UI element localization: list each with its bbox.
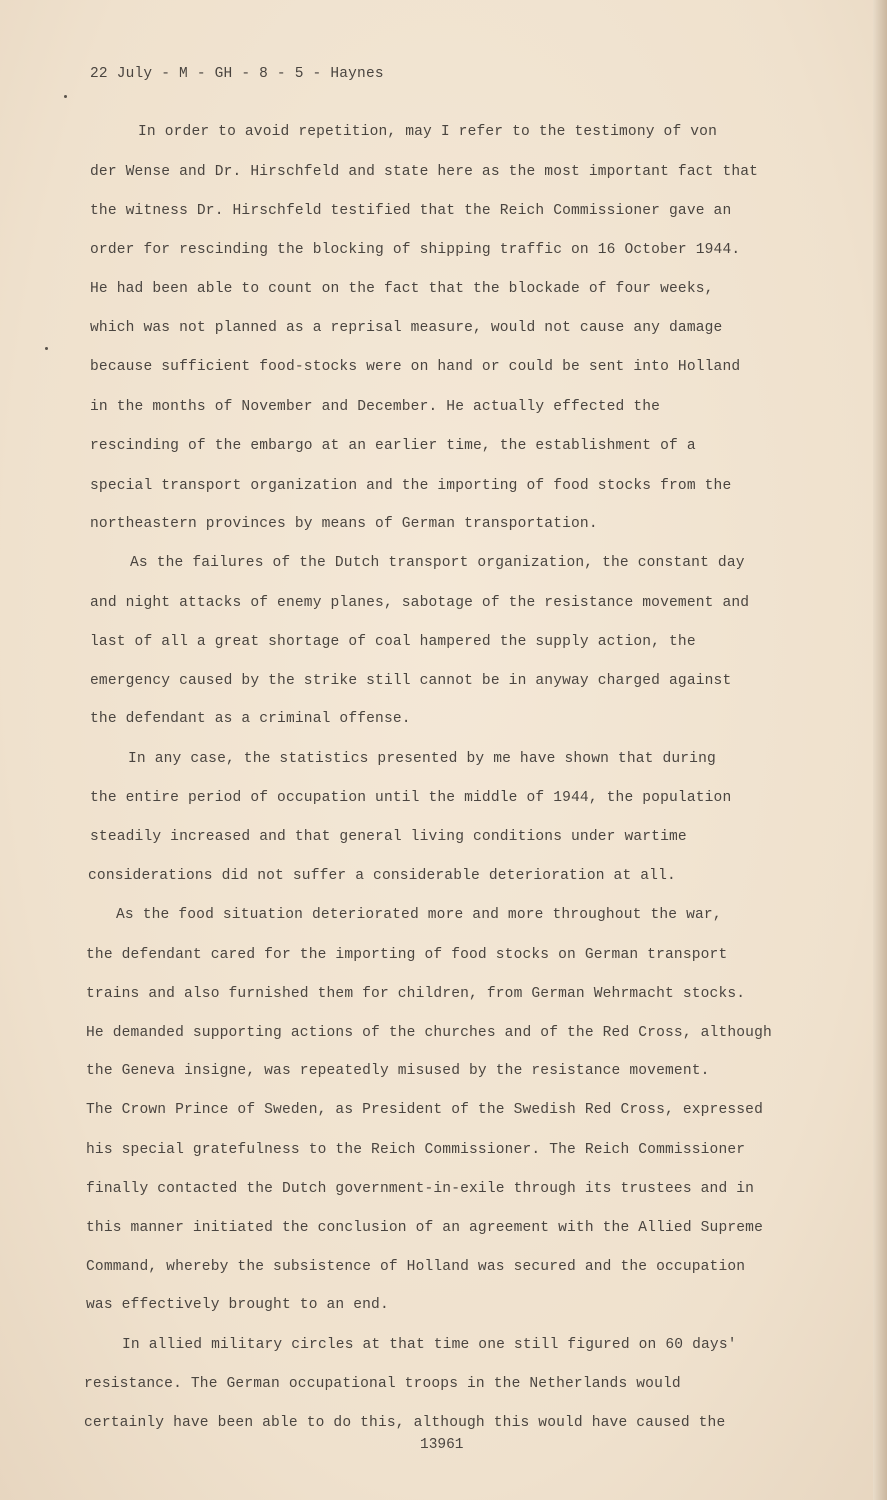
text-line: the defendant as a criminal offense. (90, 711, 411, 727)
page-header: 22 July - M - GH - 8 - 5 - Haynes (90, 66, 384, 82)
margin-dot (64, 95, 67, 98)
text-line: As the food situation deteriorated more and more throughout the war, (116, 907, 722, 923)
text-line: He had been able to count on the fact that the blockade of four weeks, (90, 281, 714, 297)
text-line: In any case, the statistics presented by me have shown that during (128, 751, 716, 767)
text-line: and night attacks of enemy planes, sabotage of the resistance movement and (90, 595, 750, 611)
text-line: der Wense and Dr. Hirschfeld and state here as the most important fact that (90, 164, 759, 180)
text-line: his special gratefulness to the Reich Commissioner. The Reich Commissioner (86, 1142, 746, 1158)
text-line: the witness Dr. Hirschfeld testified that the Reich Commissioner gave an (90, 203, 732, 219)
page-number: 13961 (420, 1437, 464, 1453)
margin-dot (45, 347, 48, 350)
text-line: rescinding of the embargo at an earlier time, the establishment of a (90, 438, 696, 454)
text-line: in the months of November and December. He actually effected the (90, 399, 661, 415)
text-line: the Geneva insigne, was repeatedly misused by the resistance movement. (86, 1063, 710, 1079)
text-line: emergency caused by the strike still cannot be in anyway charged against (90, 673, 732, 689)
text-line: special transport organization and the importing of food stocks from the (90, 478, 732, 494)
text-line: The Crown Prince of Sweden, as President of the Swedish Red Cross, expressed (86, 1102, 763, 1118)
text-line: this manner initiated the conclusion of an agreement with the Allied Supreme (86, 1220, 763, 1236)
text-line: In allied military circles at that time one still figured on 60 days' (122, 1337, 737, 1353)
text-line: considerations did not suffer a considerable deterioration at all. (88, 868, 676, 884)
text-line: which was not planned as a reprisal measure, would not cause any damage (90, 320, 723, 336)
text-line: trains and also furnished them for children, from German Wehrmacht stocks. (86, 986, 746, 1002)
text-line: last of all a great shortage of coal hampered the supply action, the (90, 634, 696, 650)
text-line: As the failures of the Dutch transport organization, the constant day (130, 555, 745, 571)
text-line: because sufficient food-stocks were on hand or could be sent into Holland (90, 359, 741, 375)
text-line: was effectively brought to an end. (86, 1297, 389, 1313)
text-line: resistance. The German occupational troops in the Netherlands would (84, 1376, 681, 1392)
text-line: certainly have been able to do this, although this would have caused the (84, 1415, 726, 1431)
text-line: finally contacted the Dutch government-in-exile through its trustees and in (86, 1181, 755, 1197)
text-line: In order to avoid repetition, may I refer to the testimony of von (138, 124, 717, 140)
text-line: order for rescinding the blocking of shipping traffic on 16 October 1944. (90, 242, 741, 258)
page-edge (873, 0, 887, 1500)
text-line: northeastern provinces by means of German transportation. (90, 516, 598, 532)
text-line: the entire period of occupation until the middle of 1944, the population (90, 790, 732, 806)
text-line: Command, whereby the subsistence of Holland was secured and the occupation (86, 1259, 746, 1275)
text-line: steadily increased and that general living conditions under wartime (90, 829, 687, 845)
text-line: He demanded supporting actions of the churches and of the Red Cross, although (86, 1025, 772, 1041)
text-line: the defendant cared for the importing of food stocks on German transport (86, 947, 728, 963)
